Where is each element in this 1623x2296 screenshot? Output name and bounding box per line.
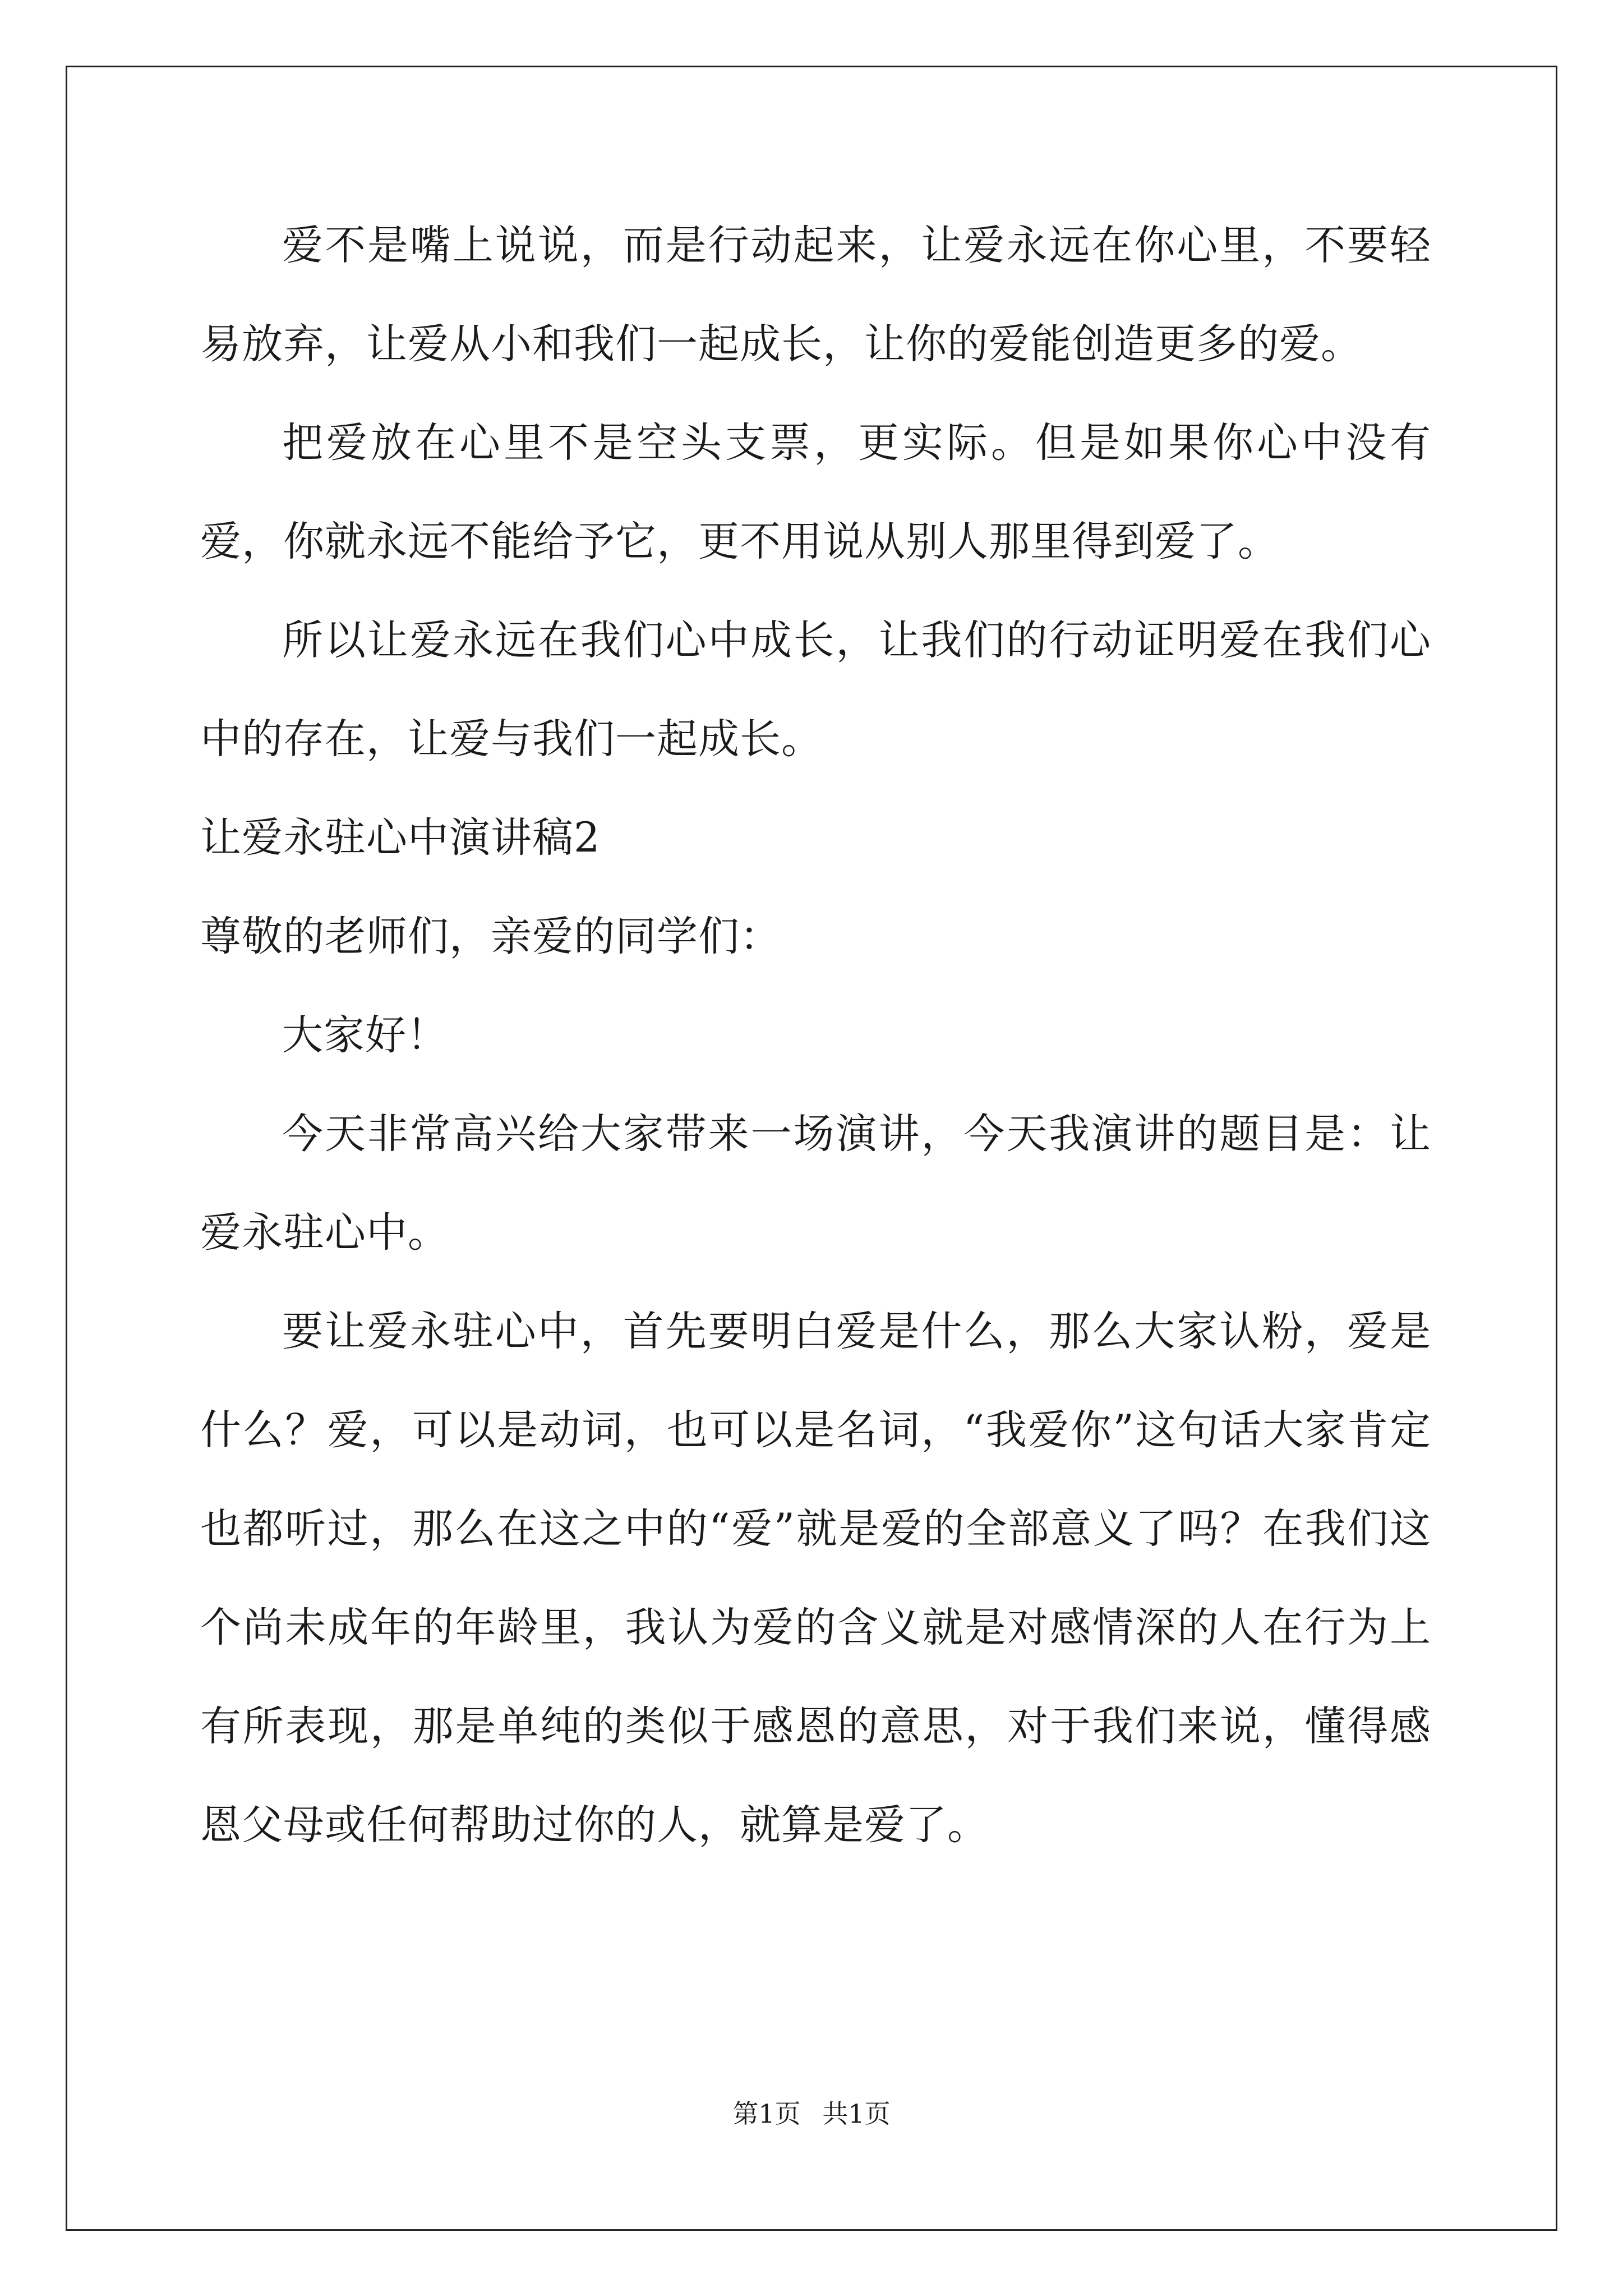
salutation: 尊敬的老师们，亲爱的同学们： [200, 913, 781, 960]
paragraph-body: 要让爱永驻心中，首先要明白爱是什么，那么大家认粉，爱是什么？爱，可以是动词，也可以是名词，“我爱你”这句话大家肯定也都听过，那么在这之中的“爱”就是爱的全部意义了吗？在我们这个尚未成年的年龄里，我认为爱的含义就是对感情深的人在行为上有所表现，那是单纯的类似于感恩的意思，对于我们来说，懂得感恩父母或任何帮助过你的人，就算是爱了。 [200, 1308, 1431, 1849]
paragraph-2: 把爱放在心里不是空头支票，更实际。但是如果你心中没有爱，你就永远不能给予它，更不用说从别人那里得到爱了。 [200, 419, 1431, 565]
paragraph-intro: 今天非常高兴给大家带来一场演讲，今天我演讲的题目是：让爱永驻心中。 [200, 1110, 1431, 1257]
page-footer [0, 2097, 1623, 2131]
document-body [200, 196, 1431, 1875]
section-title: 让爱永驻心中演讲稿2 [200, 814, 601, 862]
page-total: 共1页 [822, 2099, 891, 2129]
paragraph-1: 爱不是嘴上说说，而是行动起来，让爱永远在你心里，不要轻易放弃，让爱从小和我们一起成长，让你的爱能创造更多的爱。 [200, 222, 1431, 368]
paragraph-3: 所以让爱永远在我们心中成长，让我们的行动证明爱在我们心中的存在，让爱与我们一起成长。 [200, 616, 1431, 763]
page-number: 第1页 [732, 2099, 801, 2129]
greeting: 大家好！ [282, 1011, 448, 1059]
